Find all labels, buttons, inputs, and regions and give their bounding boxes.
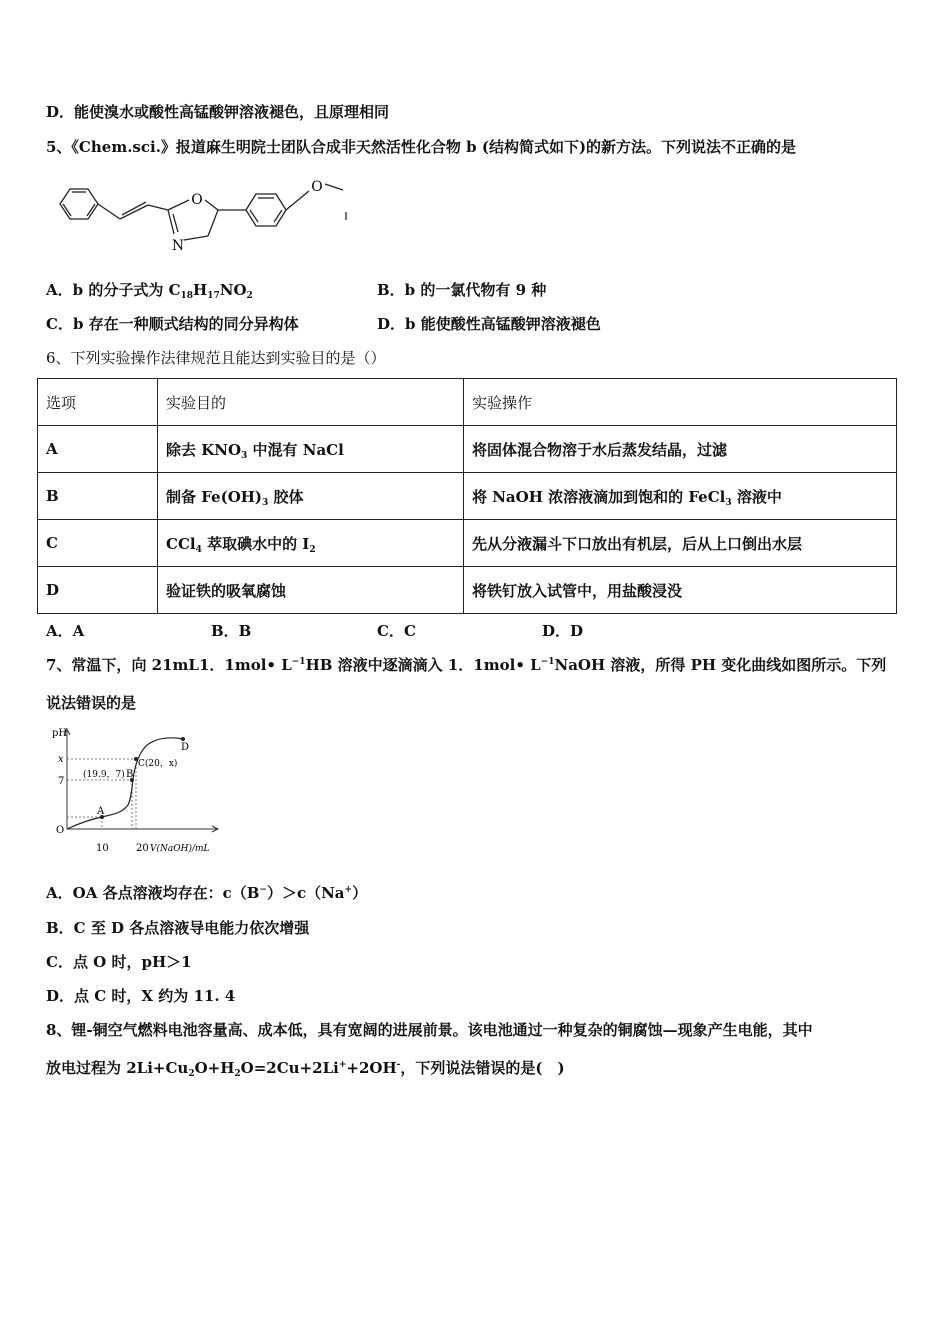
q5-option-c: C．b 存在一种顺式结构的同分异构体 (46, 315, 299, 333)
row-purpose: 验证铁的吸氧腐蚀 (158, 567, 464, 614)
ph-curve (67, 738, 183, 829)
q5-option-d: D．b 能使酸性高锰酸钾溶液褪色 (377, 315, 601, 333)
row-operation: 将固体混合物溶于水后蒸发结晶，过滤 (464, 426, 897, 473)
q8-stem-line1: 8、锂-铜空气燃料电池容量高、成本低，具有宽阔的进展前景。该电池通过一种复杂的铜腐蚀—现象产生电能，其中 (46, 1021, 813, 1039)
ring-oxygen-label: O (191, 192, 203, 208)
row-option: C (38, 520, 158, 567)
q7-option-b: B．C 至 D 各点溶液导电能力依次增强 (46, 919, 310, 937)
y-tick-x: x (58, 754, 64, 765)
table-row (38, 567, 897, 614)
table-header-row (38, 379, 897, 426)
point-d-marker (181, 737, 185, 741)
point-d-label: D (181, 742, 190, 753)
table-row (38, 426, 897, 473)
q5-structure-diagram (50, 170, 350, 260)
row-purpose: 制备 $Fe(OH)_3$ 胶体 (158, 473, 464, 520)
q6-option-a: A．A (46, 622, 85, 640)
q6-option-d: D．D (542, 622, 584, 640)
methoxy-oxygen-label: O (311, 179, 323, 195)
q8-stem-line2: 放电过程为 $2Li+Cu_2O+H_2O=2Cu+2Li^++2OH^-$，下列说法错误的是( ) (46, 1059, 565, 1079)
x-tick-20: 20 (136, 843, 149, 854)
table-row (38, 473, 897, 520)
q4-option-d: D．能使溴水或酸性高锰酸钾溶液褪色，且原理相同 (46, 103, 390, 121)
q5-option-a: A．b 的分子式为 $C_{18}H_{17}NO_2$ (46, 281, 253, 301)
header-option: 选项 (38, 379, 158, 426)
q7-option-c: C．点 O 时，pH＞1 (46, 953, 192, 971)
row-purpose: CCl$_4$ 萃取碘水中的 $I_2$ (158, 520, 464, 567)
header-operation: 实验操作 (464, 379, 897, 426)
point-b-coordinate: (19.9，7) (83, 770, 125, 780)
row-operation: 将 NaOH 浓溶液滴加到饱和的 FeCl$_3$ 溶液中 (464, 473, 897, 520)
x-axis-label: V(NaOH)/mL (150, 844, 210, 854)
row-option: A (38, 426, 158, 473)
q7-option-d: D．点 C 时，X 约为 11. 4 (46, 987, 236, 1005)
header-purpose: 实验目的 (158, 379, 464, 426)
q7-stem-line1: 7、常温下，向 21mL1．1mol• $L^{-1}HB$ 溶液中逐滴滴入 1．1mol• $L^{-1}NaOH$ 溶液，所得 PH 变化曲线如图所示。下列 (46, 656, 887, 674)
ring-nitrogen-label: N (171, 238, 185, 254)
origin-label: O (56, 825, 65, 836)
row-operation: 将铁钉放入试管中，用盐酸浸没 (464, 567, 897, 614)
table-row (38, 520, 897, 567)
q6-option-c: C．C (377, 622, 416, 640)
q7-option-a: A．OA 各点溶液均存在：c（B−）＞c（Na+） (46, 884, 368, 902)
q5-stem: 5、《Chem.sci.》报道麻生明院士团队合成非天然活性化合物 b (结构简式如下)的新方法。下列说法不正确的是 (46, 138, 797, 156)
point-a-label: A (97, 806, 105, 817)
q6-stem: 6、下列实验操作法律规范且能达到实验目的是（） (46, 349, 386, 367)
q7-ph-titration-chart (50, 725, 225, 860)
point-c-label: C(20，x) (138, 759, 178, 769)
q5-option-b: B．b 的一氯代物有 9 种 (377, 281, 547, 299)
row-option: B (38, 473, 158, 520)
y-axis-label: pH (52, 728, 68, 739)
point-b-label: B (126, 769, 134, 780)
row-purpose: 除去 $KNO_3$ 中混有 NaCl (158, 426, 464, 473)
x-tick-10: 10 (96, 843, 109, 854)
q6-option-b: B．B (211, 622, 252, 640)
row-operation: 先从分液漏斗下口放出有机层，后从上口倒出水层 (464, 520, 897, 567)
q6-experiment-table (37, 378, 897, 614)
y-tick-7: 7 (58, 776, 65, 787)
q7-stem-line2: 说法错误的是 (46, 694, 137, 712)
row-option: D (38, 567, 158, 614)
